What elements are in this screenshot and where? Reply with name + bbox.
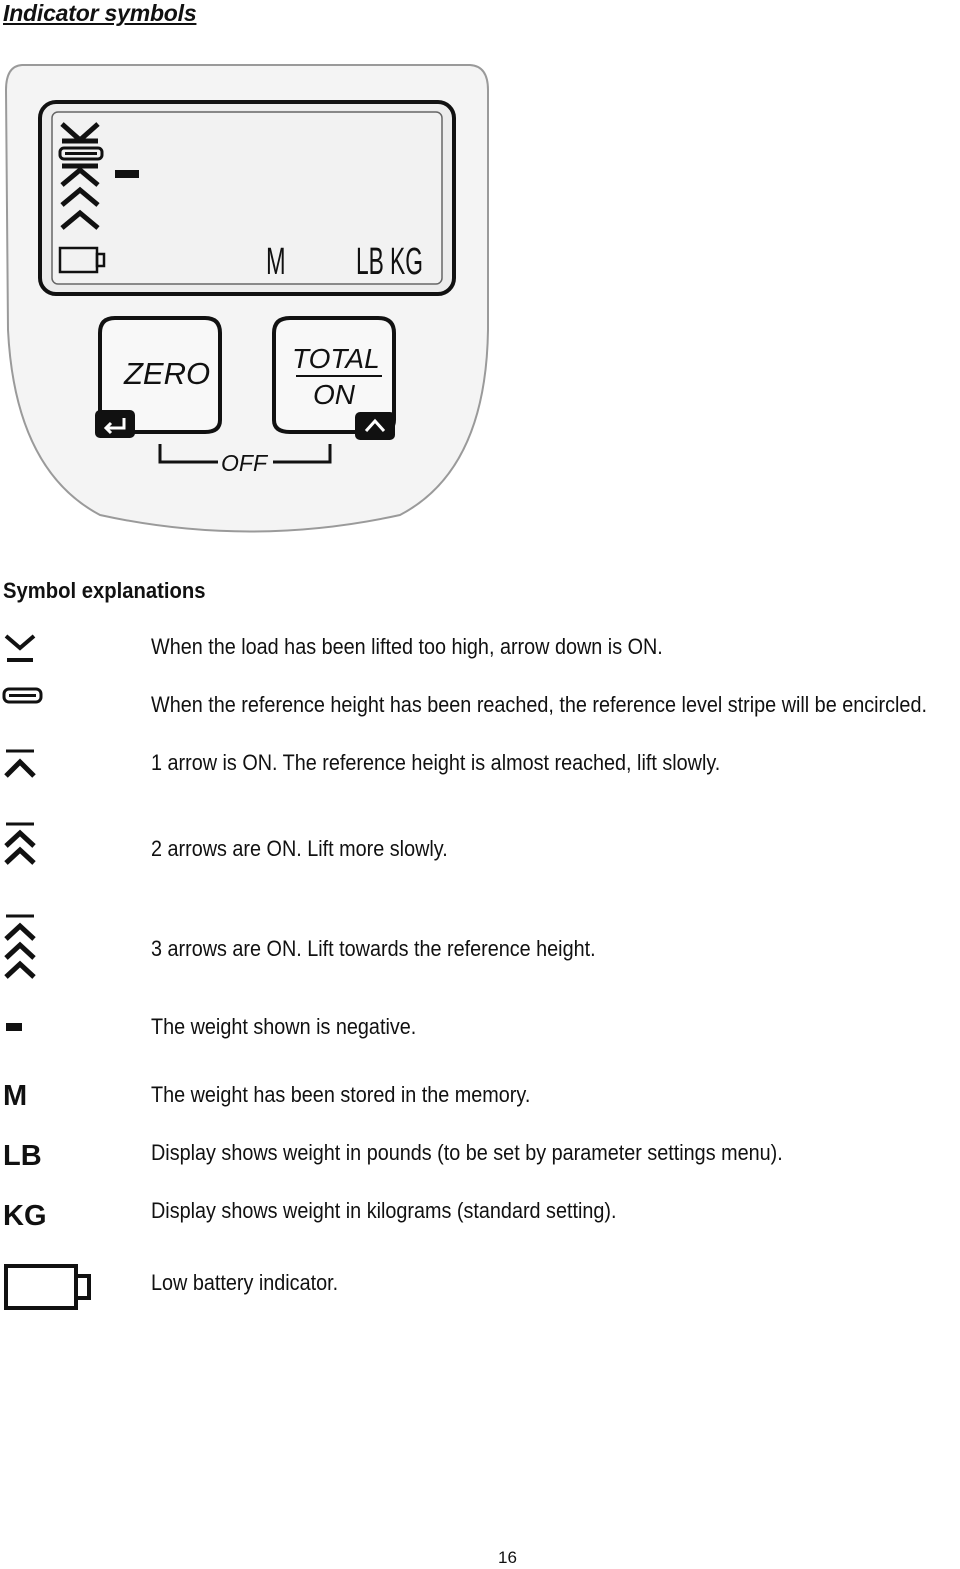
total-button-label: TOTAL <box>292 343 380 374</box>
symbol-text-minus: The weight shown is negative. <box>151 1014 417 1039</box>
off-label: OFF <box>221 450 267 476</box>
symbol-text-kilograms: Display shows weight in kilograms (standard setting). <box>151 1198 617 1223</box>
symbol-text-battery: Low battery indicator. <box>151 1270 339 1295</box>
up-arrow-key-icon <box>355 412 395 440</box>
two-arrows-up-icon <box>0 820 44 870</box>
page-title: Indicator symbols <box>3 0 197 26</box>
three-arrows-up-icon <box>0 912 44 984</box>
memory-icon: M <box>3 1080 28 1112</box>
one-arrow-up-icon <box>0 746 44 786</box>
battery-icon <box>0 1262 96 1316</box>
enter-icon <box>95 410 135 438</box>
kilograms-icon: KG <box>3 1200 47 1232</box>
lcd-unit-kg: KG <box>389 240 423 283</box>
lcd-unit-lb: LB <box>356 240 384 283</box>
symbol-text-one-arrow: 1 arrow is ON. The reference height is almost reached, lift slowly. <box>151 750 721 775</box>
symbol-text-reference-stripe: When the reference height has been reached, the reference level stripe will be encircled. <box>151 692 927 717</box>
symbol-text-arrow-down: When the load has been lifted too high, arrow down is ON. <box>151 634 663 659</box>
page-number: 16 <box>498 1548 517 1567</box>
total-on-button[interactable] <box>274 318 395 440</box>
reference-stripe-icon <box>0 685 48 709</box>
zero-button[interactable] <box>95 318 220 438</box>
on-button-label: ON <box>313 379 355 410</box>
zero-button-label: ZERO <box>124 356 211 391</box>
device-illustration <box>0 55 500 545</box>
symbol-text-pounds: Display shows weight in pounds (to be set by parameter settings menu). <box>151 1140 783 1165</box>
minus-icon <box>0 1020 30 1036</box>
arrow-down-bar-icon <box>0 630 44 670</box>
symbol-text-memory: The weight has been stored in the memory. <box>151 1082 531 1107</box>
symbol-text-three-arrows: 3 arrows are ON. Lift towards the reference height. <box>151 936 596 961</box>
lcd-unit-m: M <box>266 239 286 283</box>
section-title: Symbol explanations <box>3 578 206 603</box>
pounds-icon: LB <box>3 1140 42 1172</box>
symbol-text-two-arrows: 2 arrows are ON. Lift more slowly. <box>151 836 448 861</box>
lcd-minus-icon <box>115 170 139 178</box>
